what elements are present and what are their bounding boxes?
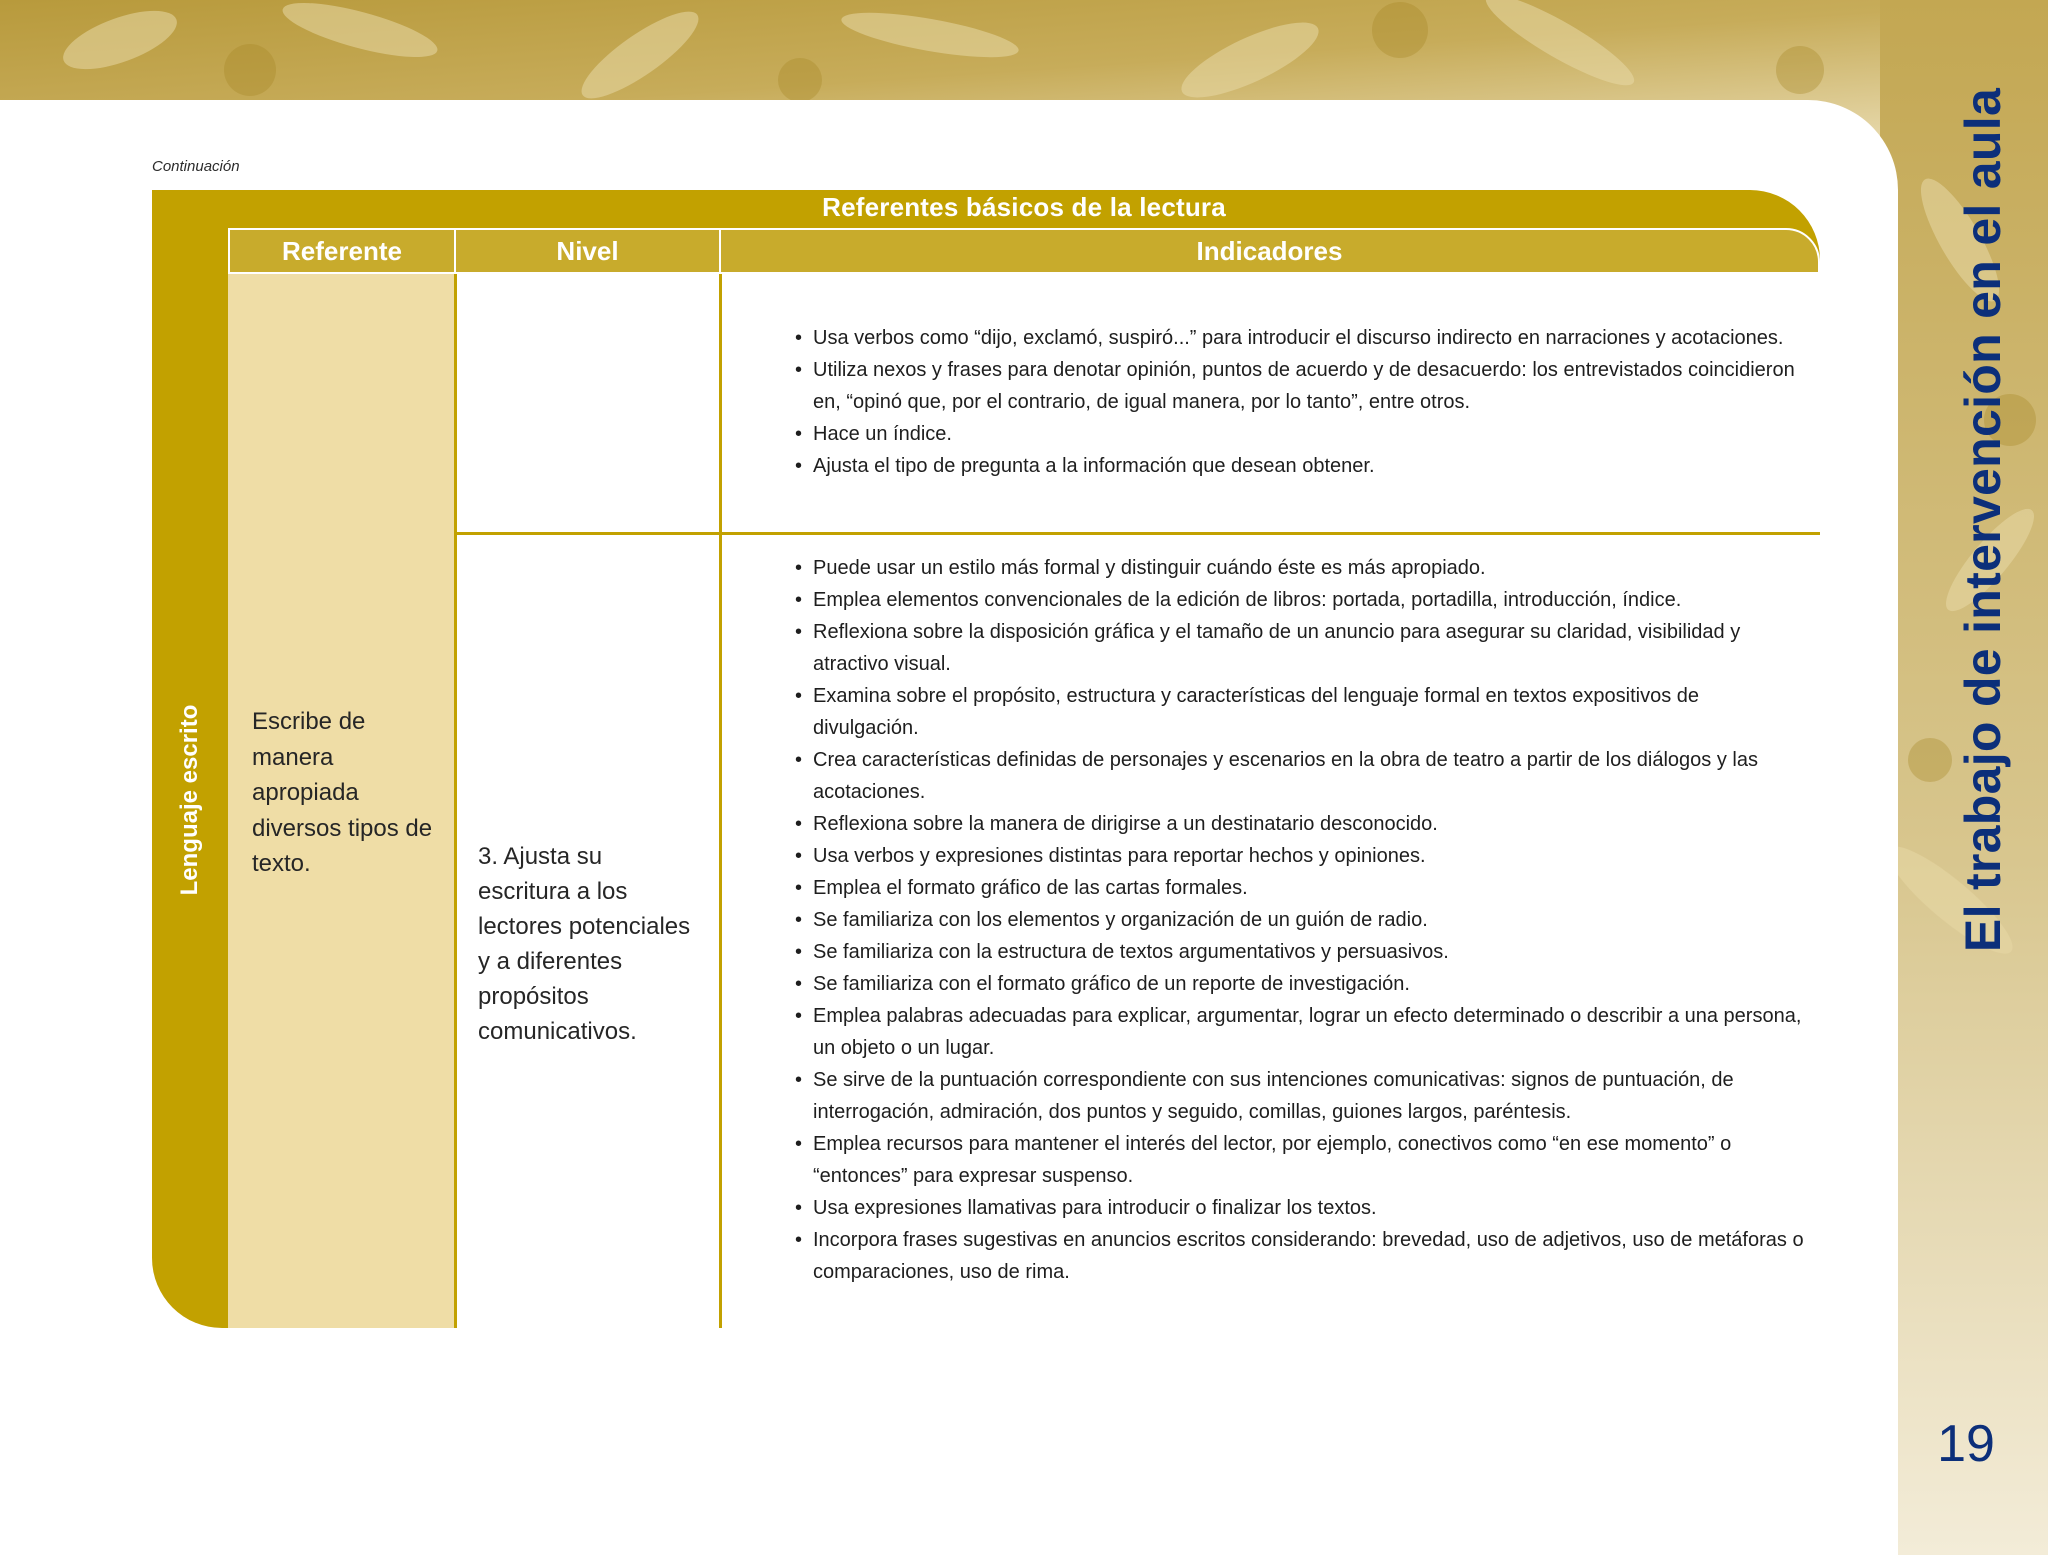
referente-cell bbox=[228, 274, 454, 1328]
list-item: • Crea características definidas de personajes y escenarios en la obra de teatro a partir de los diálogos y las acotaciones. bbox=[795, 744, 1805, 808]
list-item: • Usa verbos y expresiones distintas para reportar hechos y opiniones. bbox=[795, 840, 1805, 872]
list-item: • Utiliza nexos y frases para denotar opinión, puntos de acuerdo y de desacuerdo: los entrevistados coincidieron en, “opinó que, por el contrario, de igual manera, por lo tanto”, entre otros. bbox=[795, 354, 1805, 418]
header-nivel: Nivel bbox=[454, 228, 721, 274]
indicadores-list-row1 bbox=[795, 322, 1805, 482]
side-label-column bbox=[152, 280, 228, 1320]
list-item: • Emplea recursos para mantener el interés del lector, por ejemplo, conectivos como “en ese momento” o “entonces” para expresar suspenso. bbox=[795, 1128, 1805, 1192]
list-item: • Se familiariza con la estructura de textos argumentativos y persuasivos. bbox=[795, 936, 1805, 968]
list-item: • Puede usar un estilo más formal y distinguir cuándo éste es más apropiado. bbox=[795, 552, 1805, 584]
list-item: • Reflexiona sobre la manera de dirigirse a un destinatario desconocido. bbox=[795, 808, 1805, 840]
row-divider bbox=[457, 532, 1820, 535]
list-item: • Se familiariza con el formato gráfico de un reporte de investigación. bbox=[795, 968, 1805, 1000]
nivel-text-row2: 3. Ajusta su escritura a los lectores potenciales y a diferentes propósitos comunicativos. bbox=[478, 843, 691, 1045]
column-divider bbox=[454, 274, 457, 1328]
header-referente: Referente bbox=[228, 228, 456, 274]
list-item: • Emplea el formato gráfico de las cartas formales. bbox=[795, 872, 1805, 904]
table-title: Referentes básicos de la lectura bbox=[822, 192, 1226, 222]
column-divider bbox=[719, 274, 722, 1328]
indicadores-list-row2 bbox=[795, 552, 1805, 1288]
list-item: • Examina sobre el propósito, estructura y características del lenguaje formal en textos expositivos de divulgación. bbox=[795, 680, 1805, 744]
list-item: • Hace un índice. bbox=[795, 418, 1805, 450]
header-indicadores: Indicadores bbox=[719, 228, 1820, 274]
section-side-title: El trabajo de intervención en el aula bbox=[1955, 87, 2011, 953]
continuation-caption: Continuación bbox=[152, 158, 240, 175]
list-item: • Incorpora frases sugestivas en anuncios escritos considerando: brevedad, uso de adjetivos, uso de metáforas o comparaciones, uso de rima. bbox=[795, 1224, 1805, 1288]
list-item: • Se sirve de la puntuación correspondiente con sus intenciones comunicativas: signos de puntuación, de interrogación, admiración, dos puntos y seguido, comillas, guiones largos, paréntesis. bbox=[795, 1064, 1805, 1128]
list-item: • Reflexiona sobre la disposición gráfica y el tamaño de un anuncio para asegurar su claridad, visibilidad y atractivo visual. bbox=[795, 616, 1805, 680]
page-number: 19 bbox=[1937, 1415, 1995, 1473]
list-item: • Ajusta el tipo de pregunta a la información que desean obtener. bbox=[795, 450, 1805, 482]
list-item: • Usa expresiones llamativas para introducir o finalizar los textos. bbox=[795, 1192, 1805, 1224]
list-item: • Emplea palabras adecuadas para explicar, argumentar, lograr un efecto determinado o describir a una persona, un objeto o un lugar. bbox=[795, 1000, 1805, 1064]
referentes-table bbox=[152, 190, 1820, 1328]
table-body bbox=[228, 274, 1820, 1328]
list-item: • Usa verbos como “dijo, exclamó, suspiró...” para introducir el discurso indirecto en narraciones y acotaciones. bbox=[795, 322, 1805, 354]
referente-text: Escribe de manera apropiada diversos tipos de texto. bbox=[252, 708, 433, 877]
list-item: • Se familiariza con los elementos y organización de un guión de radio. bbox=[795, 904, 1805, 936]
side-label-lenguaje-escrito: Lenguaje escrito bbox=[176, 704, 203, 896]
list-item: • Emplea elementos convencionales de la edición de libros: portada, portadilla, introducción, índice. bbox=[795, 584, 1805, 616]
